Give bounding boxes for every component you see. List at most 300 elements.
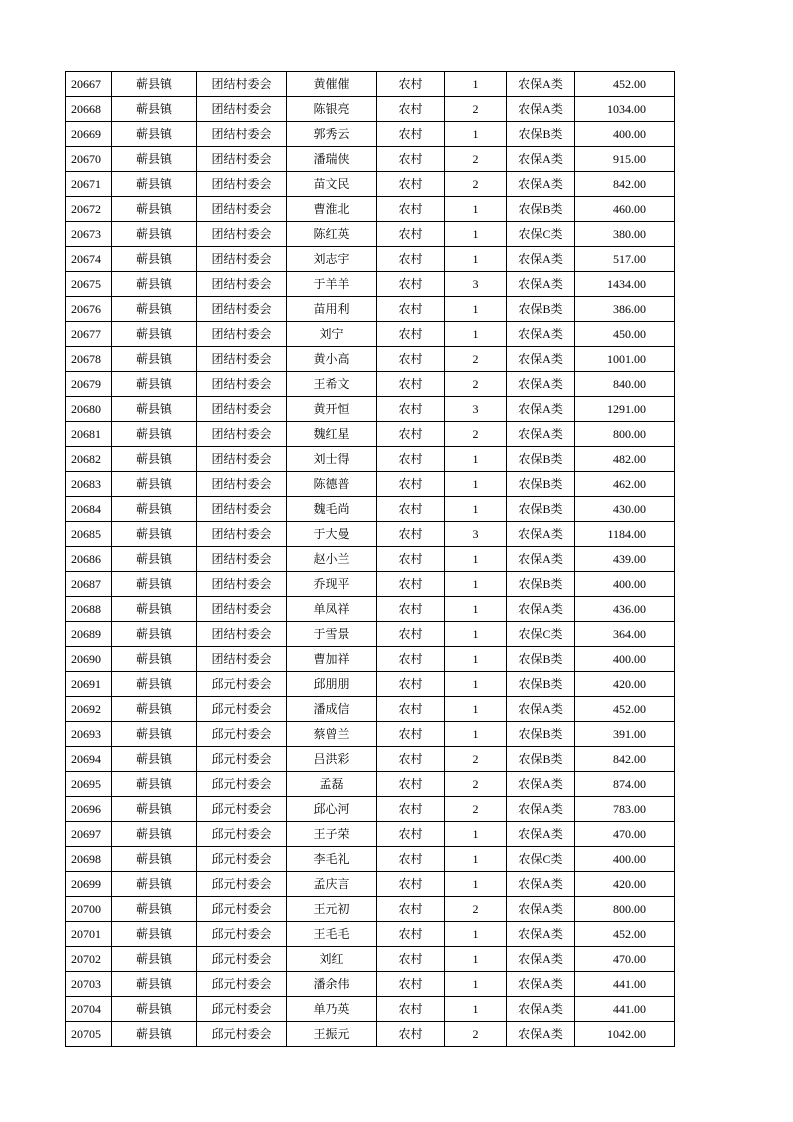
cell-id: 20681 [66,422,112,447]
cell-amount: 386.00 [575,297,675,322]
cell-town: 蕲县镇 [112,647,197,672]
cell-village: 团结村委会 [197,222,287,247]
cell-name: 刘宁 [287,322,377,347]
table-row [66,697,675,722]
cell-id: 20684 [66,497,112,522]
cell-category: 农保B类 [507,472,575,497]
table-row [66,222,675,247]
table-row [66,97,675,122]
cell-count: 1 [445,497,507,522]
cell-amount: 1291.00 [575,397,675,422]
cell-count: 1 [445,947,507,972]
cell-id: 20673 [66,222,112,247]
cell-count: 1 [445,322,507,347]
cell-town: 蕲县镇 [112,522,197,547]
cell-type: 农村 [377,897,445,922]
cell-name: 黄小高 [287,347,377,372]
cell-village: 邱元村委会 [197,847,287,872]
cell-id: 20690 [66,647,112,672]
cell-name: 赵小兰 [287,547,377,572]
table-row [66,147,675,172]
cell-id: 20678 [66,347,112,372]
cell-amount: 452.00 [575,922,675,947]
cell-town: 蕲县镇 [112,322,197,347]
cell-village: 团结村委会 [197,97,287,122]
cell-type: 农村 [377,372,445,397]
cell-town: 蕲县镇 [112,472,197,497]
cell-village: 团结村委会 [197,522,287,547]
cell-category: 农保A类 [507,72,575,97]
cell-type: 农村 [377,822,445,847]
cell-type: 农村 [377,772,445,797]
cell-amount: 783.00 [575,797,675,822]
cell-name: 王元初 [287,897,377,922]
cell-category: 农保A类 [507,897,575,922]
cell-id: 20692 [66,697,112,722]
cell-category: 农保B类 [507,672,575,697]
cell-name: 陈红英 [287,222,377,247]
cell-town: 蕲县镇 [112,147,197,172]
cell-count: 2 [445,747,507,772]
cell-amount: 391.00 [575,722,675,747]
cell-count: 1 [445,622,507,647]
cell-town: 蕲县镇 [112,422,197,447]
cell-name: 于雪景 [287,622,377,647]
cell-amount: 842.00 [575,172,675,197]
cell-category: 农保A类 [507,1022,575,1047]
cell-id: 20698 [66,847,112,872]
cell-name: 单凤祥 [287,597,377,622]
cell-town: 蕲县镇 [112,572,197,597]
cell-name: 李毛礼 [287,847,377,872]
cell-village: 邱元村委会 [197,822,287,847]
cell-name: 单乃英 [287,997,377,1022]
cell-village: 团结村委会 [197,247,287,272]
cell-name: 于羊羊 [287,272,377,297]
cell-id: 20688 [66,597,112,622]
table-row [66,322,675,347]
table-row [66,797,675,822]
cell-count: 3 [445,522,507,547]
cell-category: 农保A类 [507,97,575,122]
cell-category: 农保A类 [507,872,575,897]
table-row [66,722,675,747]
cell-name: 王希文 [287,372,377,397]
cell-village: 邱元村委会 [197,747,287,772]
cell-category: 农保A类 [507,972,575,997]
cell-amount: 800.00 [575,422,675,447]
cell-category: 农保B类 [507,447,575,472]
cell-village: 团结村委会 [197,622,287,647]
cell-type: 农村 [377,847,445,872]
cell-town: 蕲县镇 [112,347,197,372]
cell-town: 蕲县镇 [112,172,197,197]
cell-count: 2 [445,772,507,797]
cell-name: 陈德普 [287,472,377,497]
table-row [66,422,675,447]
cell-name: 王子荣 [287,822,377,847]
table-row [66,647,675,672]
cell-id: 20696 [66,797,112,822]
cell-category: 农保C类 [507,622,575,647]
cell-village: 团结村委会 [197,72,287,97]
cell-category: 农保B类 [507,647,575,672]
cell-village: 团结村委会 [197,172,287,197]
cell-amount: 462.00 [575,472,675,497]
cell-category: 农保A类 [507,397,575,422]
cell-amount: 436.00 [575,597,675,622]
cell-name: 潘余伟 [287,972,377,997]
cell-amount: 1034.00 [575,97,675,122]
cell-count: 1 [445,822,507,847]
cell-id: 20691 [66,672,112,697]
cell-village: 邱元村委会 [197,972,287,997]
cell-name: 刘志宇 [287,247,377,272]
cell-amount: 400.00 [575,647,675,672]
cell-type: 农村 [377,247,445,272]
cell-category: 农保A类 [507,147,575,172]
cell-category: 农保A类 [507,922,575,947]
cell-id: 20693 [66,722,112,747]
cell-id: 20704 [66,997,112,1022]
cell-type: 农村 [377,547,445,572]
table-row [66,622,675,647]
cell-id: 20701 [66,922,112,947]
cell-category: 农保A类 [507,247,575,272]
cell-village: 团结村委会 [197,122,287,147]
table-row [66,747,675,772]
cell-type: 农村 [377,747,445,772]
cell-village: 邱元村委会 [197,922,287,947]
cell-amount: 1434.00 [575,272,675,297]
table-row [66,772,675,797]
cell-town: 蕲县镇 [112,597,197,622]
cell-type: 农村 [377,622,445,647]
cell-count: 3 [445,397,507,422]
cell-category: 农保A类 [507,322,575,347]
cell-count: 1 [445,972,507,997]
table-row [66,472,675,497]
cell-town: 蕲县镇 [112,872,197,897]
cell-name: 潘瑞侠 [287,147,377,172]
cell-category: 农保A类 [507,772,575,797]
cell-town: 蕲县镇 [112,847,197,872]
cell-count: 1 [445,222,507,247]
cell-town: 蕲县镇 [112,372,197,397]
table-row [66,547,675,572]
cell-count: 2 [445,1022,507,1047]
table-row [66,572,675,597]
cell-count: 2 [445,172,507,197]
cell-amount: 915.00 [575,147,675,172]
cell-category: 农保C类 [507,222,575,247]
table-row [66,497,675,522]
cell-type: 农村 [377,297,445,322]
cell-village: 邱元村委会 [197,1022,287,1047]
cell-village: 邱元村委会 [197,872,287,897]
cell-type: 农村 [377,872,445,897]
cell-town: 蕲县镇 [112,272,197,297]
cell-amount: 460.00 [575,197,675,222]
cell-id: 20686 [66,547,112,572]
cell-id: 20667 [66,72,112,97]
cell-village: 团结村委会 [197,472,287,497]
table-row [66,872,675,897]
cell-name: 曹淮北 [287,197,377,222]
cell-village: 邱元村委会 [197,947,287,972]
cell-id: 20697 [66,822,112,847]
cell-town: 蕲县镇 [112,1022,197,1047]
cell-amount: 430.00 [575,497,675,522]
cell-name: 王毛毛 [287,922,377,947]
cell-town: 蕲县镇 [112,122,197,147]
cell-town: 蕲县镇 [112,672,197,697]
cell-type: 农村 [377,572,445,597]
cell-id: 20689 [66,622,112,647]
cell-name: 蔡曾兰 [287,722,377,747]
cell-town: 蕲县镇 [112,222,197,247]
cell-category: 农保A类 [507,172,575,197]
cell-amount: 400.00 [575,847,675,872]
cell-amount: 517.00 [575,247,675,272]
cell-category: 农保A类 [507,372,575,397]
table-row [66,597,675,622]
cell-count: 1 [445,597,507,622]
cell-count: 1 [445,722,507,747]
cell-type: 农村 [377,222,445,247]
cell-village: 团结村委会 [197,322,287,347]
cell-town: 蕲县镇 [112,247,197,272]
cell-town: 蕲县镇 [112,447,197,472]
cell-type: 农村 [377,122,445,147]
cell-amount: 441.00 [575,972,675,997]
cell-type: 农村 [377,197,445,222]
cell-id: 20672 [66,197,112,222]
cell-amount: 400.00 [575,122,675,147]
cell-village: 团结村委会 [197,547,287,572]
cell-name: 邱朋朋 [287,672,377,697]
cell-count: 1 [445,547,507,572]
table-row [66,1022,675,1047]
cell-name: 乔现平 [287,572,377,597]
cell-name: 刘士得 [287,447,377,472]
cell-name: 黄开恒 [287,397,377,422]
cell-id: 20694 [66,747,112,772]
cell-type: 农村 [377,447,445,472]
cell-village: 团结村委会 [197,647,287,672]
cell-name: 吕洪彩 [287,747,377,772]
cell-type: 农村 [377,322,445,347]
table-row [66,672,675,697]
cell-town: 蕲县镇 [112,922,197,947]
cell-category: 农保A类 [507,522,575,547]
table-row [66,197,675,222]
cell-category: 农保A类 [507,797,575,822]
cell-town: 蕲县镇 [112,797,197,822]
cell-category: 农保A类 [507,597,575,622]
cell-count: 1 [445,647,507,672]
cell-town: 蕲县镇 [112,997,197,1022]
cell-type: 农村 [377,172,445,197]
cell-type: 农村 [377,72,445,97]
cell-category: 农保B类 [507,572,575,597]
cell-village: 团结村委会 [197,347,287,372]
cell-amount: 441.00 [575,997,675,1022]
table-row [66,247,675,272]
cell-category: 农保A类 [507,547,575,572]
table-row [66,897,675,922]
cell-type: 农村 [377,272,445,297]
cell-count: 1 [445,197,507,222]
table-row [66,122,675,147]
cell-town: 蕲县镇 [112,97,197,122]
cell-id: 20682 [66,447,112,472]
cell-village: 邱元村委会 [197,672,287,697]
cell-amount: 420.00 [575,672,675,697]
cell-id: 20675 [66,272,112,297]
cell-town: 蕲县镇 [112,747,197,772]
cell-count: 1 [445,122,507,147]
cell-name: 王振元 [287,1022,377,1047]
table-row [66,347,675,372]
cell-count: 2 [445,347,507,372]
cell-amount: 1042.00 [575,1022,675,1047]
cell-amount: 874.00 [575,772,675,797]
cell-count: 1 [445,247,507,272]
cell-town: 蕲县镇 [112,197,197,222]
table-row [66,372,675,397]
cell-count: 1 [445,447,507,472]
cell-amount: 452.00 [575,72,675,97]
cell-category: 农保B类 [507,722,575,747]
cell-count: 1 [445,672,507,697]
cell-town: 蕲县镇 [112,72,197,97]
table-row [66,522,675,547]
table-body [66,72,675,1047]
cell-village: 邱元村委会 [197,997,287,1022]
cell-name: 陈银亮 [287,97,377,122]
cell-id: 20699 [66,872,112,897]
cell-name: 刘红 [287,947,377,972]
cell-count: 1 [445,297,507,322]
cell-category: 农保A类 [507,947,575,972]
cell-category: 农保A类 [507,822,575,847]
cell-type: 农村 [377,522,445,547]
cell-count: 1 [445,697,507,722]
cell-village: 团结村委会 [197,272,287,297]
cell-town: 蕲县镇 [112,697,197,722]
cell-count: 2 [445,422,507,447]
cell-category: 农保B类 [507,497,575,522]
cell-amount: 1184.00 [575,522,675,547]
cell-village: 团结村委会 [197,297,287,322]
cell-type: 农村 [377,497,445,522]
cell-type: 农村 [377,422,445,447]
cell-village: 邱元村委会 [197,722,287,747]
cell-category: 农保A类 [507,347,575,372]
cell-type: 农村 [377,997,445,1022]
cell-amount: 450.00 [575,322,675,347]
cell-town: 蕲县镇 [112,622,197,647]
cell-amount: 840.00 [575,372,675,397]
cell-count: 2 [445,372,507,397]
cell-amount: 439.00 [575,547,675,572]
cell-count: 1 [445,847,507,872]
cell-amount: 800.00 [575,897,675,922]
cell-name: 魏毛尚 [287,497,377,522]
cell-type: 农村 [377,397,445,422]
cell-category: 农保A类 [507,997,575,1022]
cell-village: 团结村委会 [197,572,287,597]
cell-type: 农村 [377,647,445,672]
cell-town: 蕲县镇 [112,547,197,572]
table-row [66,922,675,947]
cell-category: 农保A类 [507,272,575,297]
cell-town: 蕲县镇 [112,822,197,847]
cell-id: 20702 [66,947,112,972]
cell-count: 2 [445,897,507,922]
cell-name: 曹加祥 [287,647,377,672]
cell-count: 1 [445,472,507,497]
cell-count: 1 [445,872,507,897]
cell-count: 1 [445,997,507,1022]
cell-type: 农村 [377,797,445,822]
cell-town: 蕲县镇 [112,972,197,997]
cell-id: 20674 [66,247,112,272]
cell-type: 农村 [377,97,445,122]
cell-category: 农保B类 [507,747,575,772]
cell-category: 农保A类 [507,422,575,447]
cell-village: 团结村委会 [197,147,287,172]
cell-type: 农村 [377,722,445,747]
cell-count: 3 [445,272,507,297]
table-row [66,397,675,422]
cell-type: 农村 [377,947,445,972]
cell-id: 20683 [66,472,112,497]
cell-amount: 470.00 [575,822,675,847]
cell-type: 农村 [377,972,445,997]
cell-count: 2 [445,797,507,822]
cell-village: 团结村委会 [197,397,287,422]
cell-id: 20685 [66,522,112,547]
cell-town: 蕲县镇 [112,297,197,322]
cell-village: 邱元村委会 [197,897,287,922]
cell-category: 农保B类 [507,197,575,222]
cell-id: 20700 [66,897,112,922]
table-row [66,947,675,972]
cell-name: 苗文民 [287,172,377,197]
cell-type: 农村 [377,347,445,372]
cell-category: 农保A类 [507,697,575,722]
cell-amount: 400.00 [575,572,675,597]
cell-amount: 1001.00 [575,347,675,372]
cell-count: 2 [445,97,507,122]
cell-id: 20687 [66,572,112,597]
cell-town: 蕲县镇 [112,947,197,972]
cell-town: 蕲县镇 [112,722,197,747]
table-row [66,447,675,472]
cell-village: 团结村委会 [197,197,287,222]
table-row [66,172,675,197]
table-row [66,297,675,322]
cell-id: 20695 [66,772,112,797]
cell-id: 20680 [66,397,112,422]
cell-amount: 380.00 [575,222,675,247]
cell-name: 孟磊 [287,772,377,797]
cell-village: 邱元村委会 [197,797,287,822]
cell-count: 1 [445,72,507,97]
cell-name: 苗用利 [287,297,377,322]
